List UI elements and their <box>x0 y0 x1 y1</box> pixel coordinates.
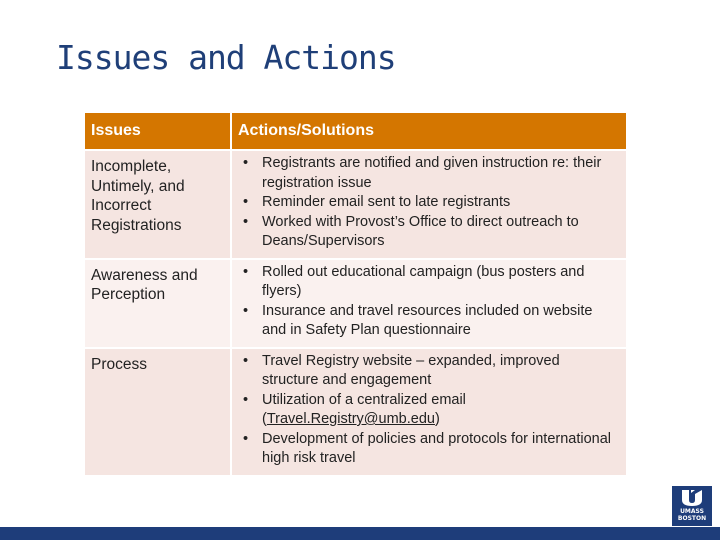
issue-label: Process <box>91 355 147 373</box>
logo-line-2: BOSTON <box>677 515 707 522</box>
actions-cell <box>231 259 626 348</box>
email-link[interactable]: Travel.Registry@umb.edu <box>266 411 435 427</box>
header-actions: Actions/Solutions <box>231 113 626 150</box>
table-header-row <box>85 113 626 150</box>
table-row <box>85 348 626 475</box>
email-prefix: ( <box>262 411 267 427</box>
issue-cell <box>85 259 231 348</box>
table-row <box>85 259 626 348</box>
issue-cell <box>85 150 231 259</box>
list-item: • Reminder email sent to late registrants <box>238 193 620 213</box>
list-item: • Development of policies and protocols for international high risk travel <box>238 430 620 469</box>
list-item: • Worked with Provost’s Office to direct outreach to Deans/Supervisors <box>238 213 620 252</box>
umass-boston-logo <box>672 486 712 526</box>
table-row <box>85 150 626 259</box>
email-suffix: ) <box>434 411 440 427</box>
issue-label: Awareness and Perception <box>91 266 198 303</box>
slide-title: Issues and Actions <box>56 38 396 77</box>
list-item <box>238 391 620 430</box>
action-list <box>238 263 620 341</box>
footer-bar <box>0 527 720 540</box>
actions-cell <box>231 348 626 475</box>
list-item: • Insurance and travel resources included on website and in Safety Plan questionnaire <box>238 302 620 341</box>
list-item: • Rolled out educational campaign (bus posters and flyers) <box>238 263 620 302</box>
umass-logo-icon <box>681 489 703 507</box>
header-issues: Issues <box>85 113 231 150</box>
issue-label: Incomplete, Untimely, and Incorrect Registrations <box>91 158 185 234</box>
issue-cell <box>85 348 231 475</box>
list-item-text: Utilization of a centralized email <box>262 391 466 408</box>
issues-actions-table <box>85 113 626 475</box>
action-list <box>238 352 620 469</box>
action-list <box>238 154 620 252</box>
actions-cell <box>231 150 626 259</box>
logo-line-1: UMASS <box>680 508 704 515</box>
list-item: • Travel Registry website – expanded, improved structure and engagement <box>238 352 620 391</box>
list-item: • Registrants are notified and given instruction re: their registration issue <box>238 154 620 193</box>
